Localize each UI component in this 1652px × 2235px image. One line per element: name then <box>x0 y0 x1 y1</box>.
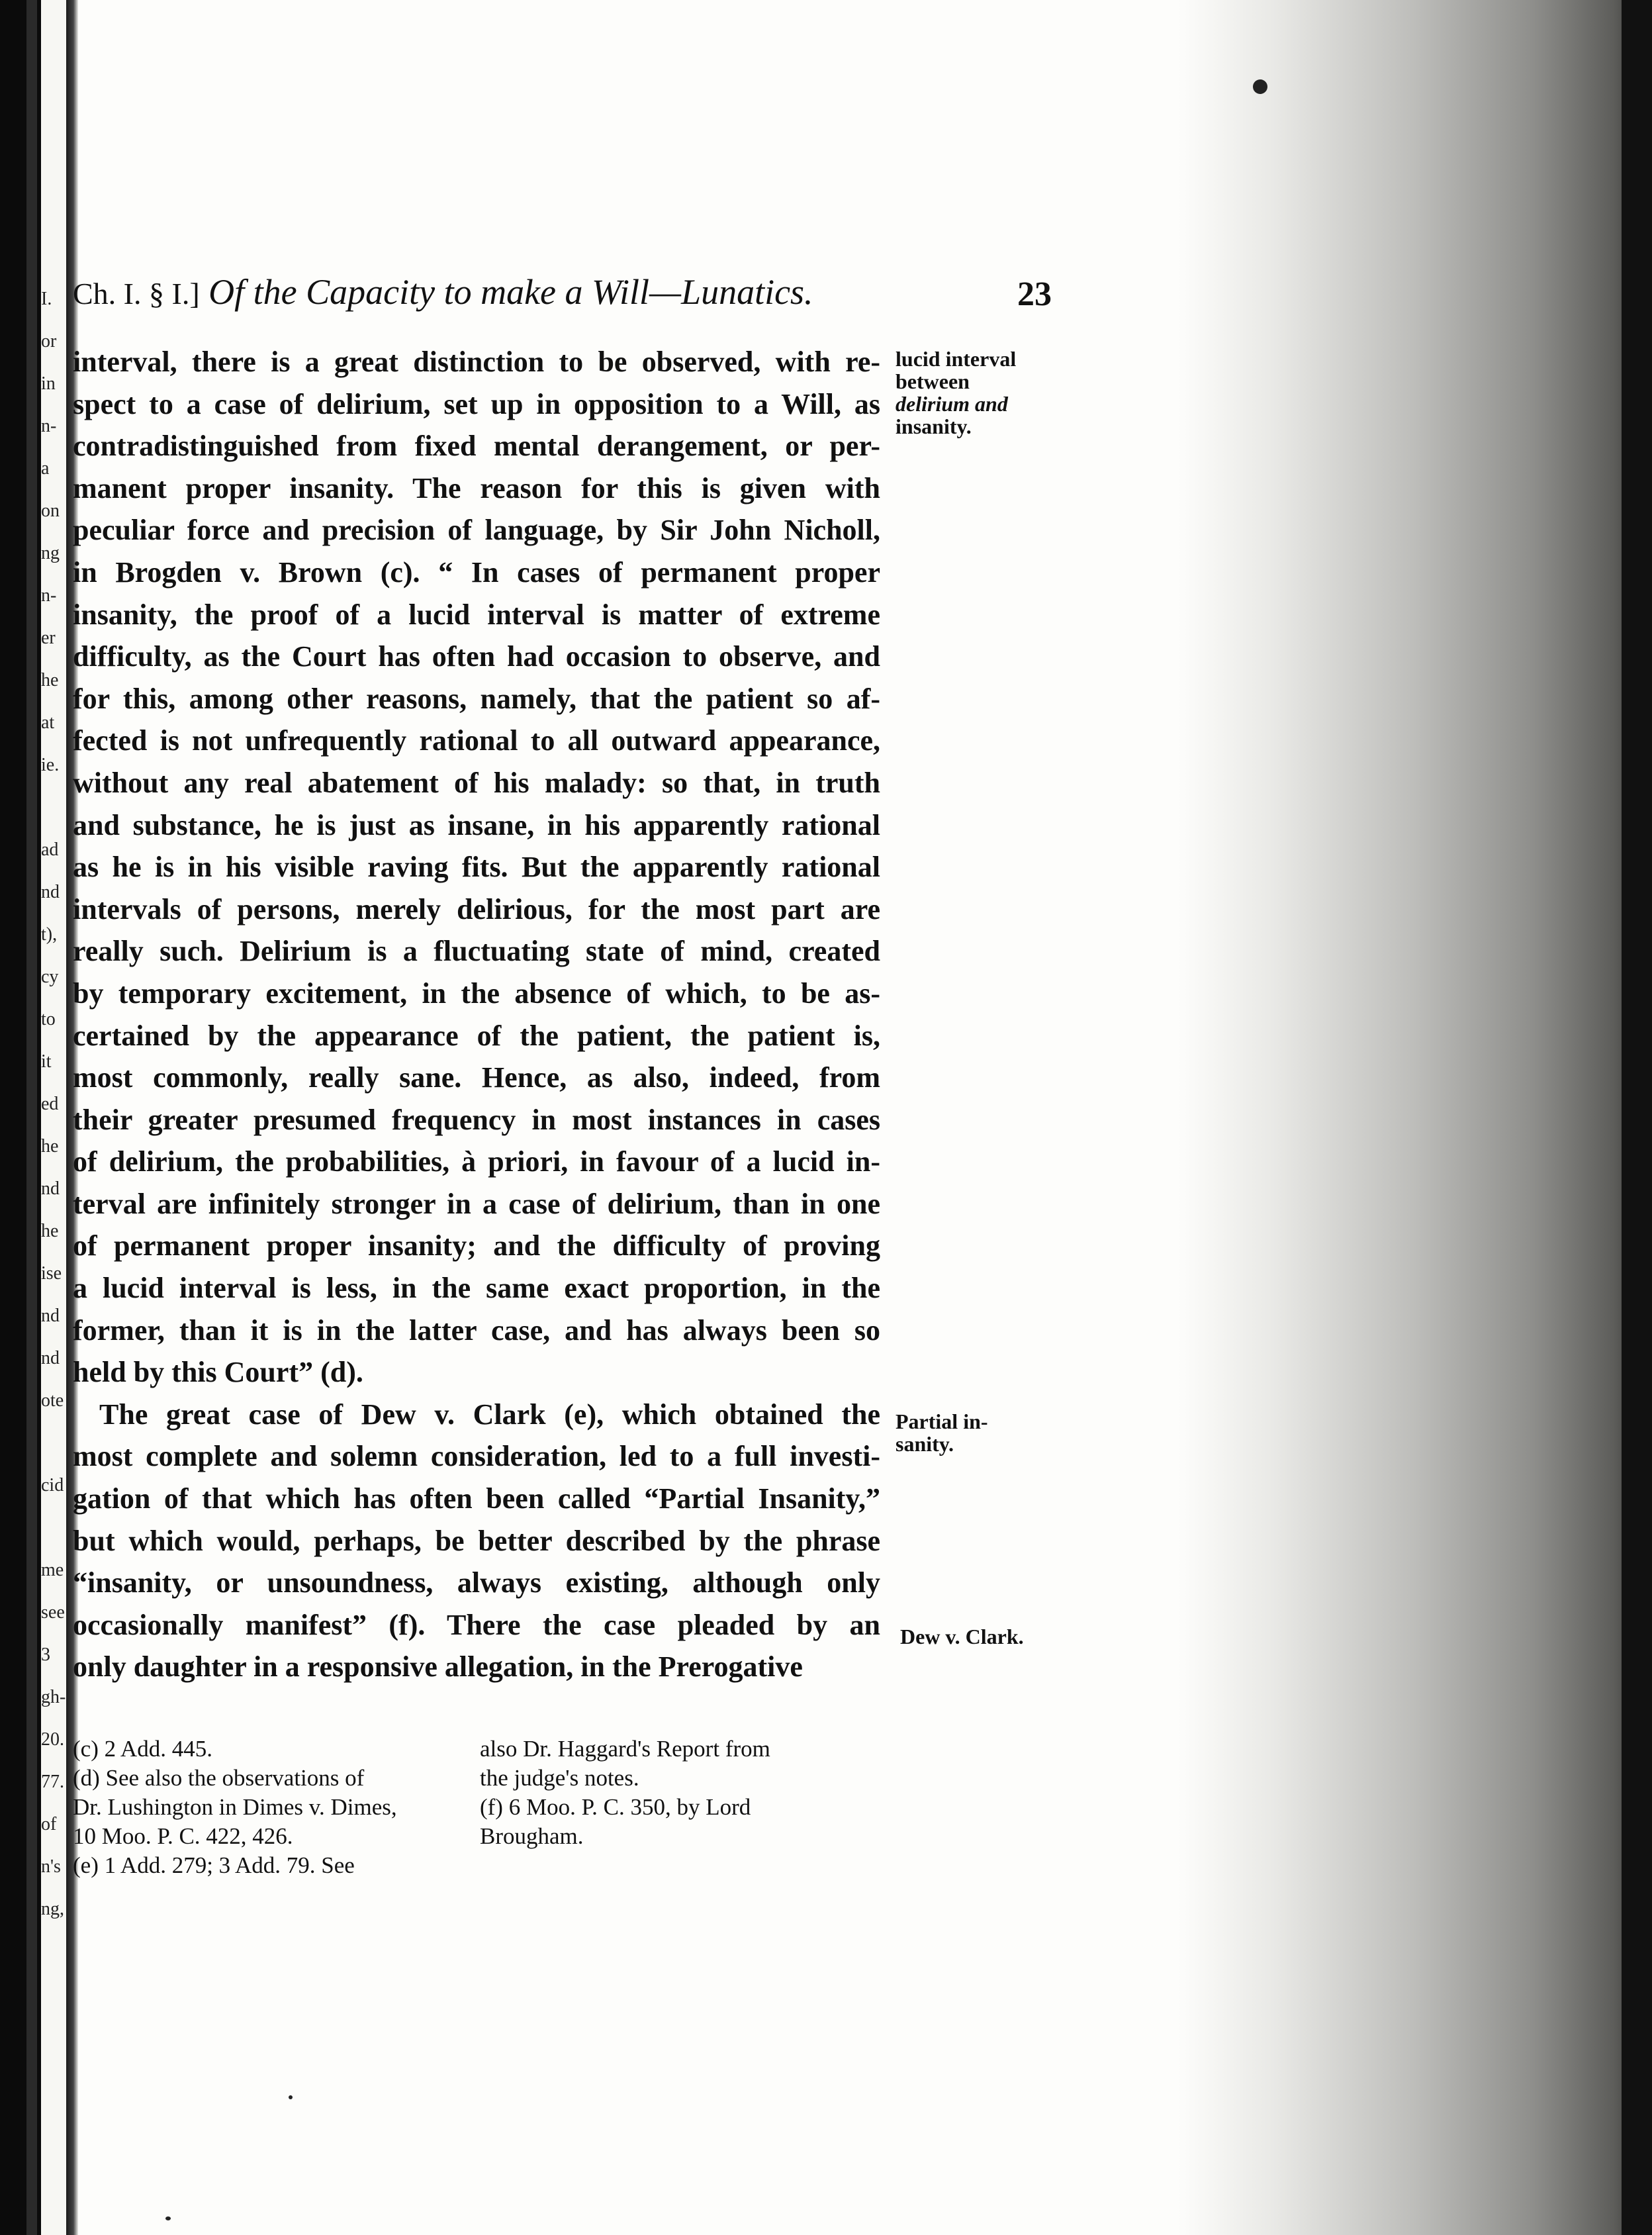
body-line: occasionally manifest” (f). There the case pleaded by an <box>73 1608 880 1641</box>
page-edge-shading <box>1178 0 1652 2235</box>
facing-page-fragment: it <box>41 1051 52 1072</box>
facing-page-fragment: t), <box>41 924 58 945</box>
running-header <box>73 271 887 318</box>
body-line: former, than it is in the latter case, and has always been so <box>73 1313 880 1347</box>
facing-page-fragment: ed <box>41 1094 59 1114</box>
scan-speck <box>1253 79 1267 94</box>
margin-note-partial-insanity <box>895 1410 1028 1455</box>
body-line: gation of that which has often been called “Partial Insanity,” <box>73 1482 880 1515</box>
facing-page-fragment <box>41 1422 61 1464</box>
facing-page-fragment: or <box>41 331 57 352</box>
facing-page-fragment: ie. <box>41 755 60 775</box>
margin-note-line: Dew v. Clark. <box>900 1625 1024 1648</box>
footnote-line: 10 Moo. P. C. 422, 426. <box>73 1823 293 1849</box>
left-gutter <box>0 0 41 2235</box>
facing-page-fragment: at <box>41 712 55 733</box>
footnotes-column-1 <box>73 1735 443 1880</box>
body-line: for this, among other reasons, namely, that the patient so af- <box>73 682 880 715</box>
facing-page-fragment: nd <box>41 1348 60 1368</box>
facing-page-fragment: 3 <box>41 1644 50 1665</box>
footnote-line: (d) See also the observations of <box>73 1765 365 1791</box>
body-line: insanity, the proof of a lucid interval is matter of extreme <box>73 598 880 631</box>
facing-page-fragment: a <box>41 458 50 479</box>
margin-note-line: between <box>895 369 970 393</box>
chapter-reference: Ch. I. § I.] <box>73 277 200 310</box>
facing-page-fragment: in <box>41 373 56 394</box>
body-line: most commonly, really sane. Hence, as also, indeed, from <box>73 1061 880 1094</box>
body-line: terval are infinitely stronger in a case of delirium, than in one <box>73 1187 880 1220</box>
facing-page-fragment: cy <box>41 967 59 987</box>
body-text <box>73 341 880 1688</box>
gutter-shadow <box>26 0 37 2235</box>
facing-page-fragment: ote <box>41 1390 64 1411</box>
body-line: contradistinguished from fixed mental derangement, or per- <box>73 430 880 463</box>
facing-page-fragment: cid <box>41 1475 64 1496</box>
body-line: of delirium, the probabilities, à priori, in favour of a lucid in- <box>73 1145 880 1178</box>
facing-page-fragment: n- <box>41 585 57 606</box>
body-line: their greater presumed frequency in most instances in cases <box>73 1103 880 1136</box>
facing-page-fragment: n's <box>41 1856 61 1877</box>
facing-page-fragment: he <box>41 1221 59 1241</box>
facing-page-fragment: ad <box>41 839 59 860</box>
scan-speck <box>165 2216 171 2220</box>
body-line: interval, there is a great distinction to be observed, with re- <box>73 346 880 378</box>
margin-note-line: lucid interval <box>895 347 1017 371</box>
page-number: 23 <box>1017 275 1052 313</box>
facing-page-fragment: I. <box>41 289 52 309</box>
facing-page-fragment: n- <box>41 416 57 436</box>
facing-page-fragment: to <box>41 1009 56 1029</box>
margin-note-line: insanity. <box>895 414 972 438</box>
body-line: spect to a case of delirium, set up in opposition to a Will, as <box>73 387 880 420</box>
facing-page-fragment: me <box>41 1560 64 1580</box>
facing-page-fragment: he <box>41 1136 59 1157</box>
body-line: most complete and solemn consideration, led to a full investi- <box>73 1440 880 1473</box>
body-line: manent proper insanity. The reason for this is given with <box>73 471 880 504</box>
footnote-line: (c) 2 Add. 445. <box>73 1736 212 1762</box>
facing-page-fragment: of <box>41 1814 57 1834</box>
footnotes-column-2 <box>480 1735 890 1851</box>
facing-page-fragment: he <box>41 670 59 690</box>
facing-page-fragment <box>41 786 61 829</box>
margin-note-line: delirium and <box>895 392 1008 416</box>
facing-page-fragment: ng <box>41 543 60 563</box>
body-line: fected is not unfrequently rational to all outward appearance, <box>73 724 880 757</box>
facing-page-fragment: nd <box>41 1178 60 1199</box>
margin-note-lucid-interval <box>895 348 1041 438</box>
facing-page-fragment: nd <box>41 882 60 902</box>
facing-page-fragment: gh- <box>41 1687 66 1707</box>
footnote-line: the judge's notes. <box>480 1765 639 1791</box>
footnote-line: Dr. Lushington in Dimes v. Dimes, <box>73 1794 397 1820</box>
body-line: The great case of Dew v. Clark (e), which obtained the <box>99 1398 880 1431</box>
facing-page-fragment: on <box>41 500 60 521</box>
margin-note-line: sanity. <box>895 1432 954 1456</box>
facing-page-fragment: 20. <box>41 1729 64 1750</box>
body-line: and substance, he is just as insane, in his apparently rational <box>73 808 880 841</box>
body-line: only daughter in a responsive allegation, in the Prerogative <box>73 1650 803 1684</box>
footnote-line: (e) 1 Add. 279; 3 Add. 79. See <box>73 1852 355 1878</box>
facing-page-fragment: see <box>41 1602 65 1623</box>
body-line: of permanent proper insanity; and the difficulty of proving <box>73 1229 880 1262</box>
facing-page-fragments <box>41 278 66 1930</box>
body-line: without any real abatement of his malady: so that, in truth <box>73 766 880 799</box>
footnote-line: Brougham. <box>480 1823 584 1849</box>
margin-note-line: Partial in- <box>895 1409 988 1433</box>
body-line: as he is in his visible raving fits. But the apparently rational <box>73 851 880 884</box>
body-line: really such. Delirium is a fluctuating state of mind, created <box>73 935 880 968</box>
facing-page-fragment: ng, <box>41 1899 64 1919</box>
body-line: in Brogden v. Brown (c). “ In cases of permanent proper <box>73 555 880 589</box>
facing-page-fragment <box>41 1507 61 1549</box>
body-line: certained by the appearance of the patient, the patient is, <box>73 1019 880 1052</box>
facing-page-fragment: ise <box>41 1263 62 1284</box>
body-line: but which would, perhaps, be better described by the phrase <box>73 1524 880 1557</box>
scan-speck <box>289 2095 293 2099</box>
running-title: Of the Capacity to make a Will—Lunatics. <box>208 272 813 312</box>
body-line: held by this Court” (d). <box>73 1356 363 1389</box>
footnote-line: also Dr. Haggard's Report from <box>480 1736 770 1762</box>
facing-page-fragment: 77. <box>41 1772 64 1792</box>
margin-note-dew-v-clark <box>900 1625 1032 1648</box>
facing-page-fragment: er <box>41 628 56 648</box>
footnote-line: (f) 6 Moo. P. C. 350, by Lord <box>480 1794 751 1820</box>
body-line: a lucid interval is less, in the same exact proportion, in the <box>73 1272 880 1305</box>
body-line: by temporary excitement, in the absence of which, to be as- <box>73 976 880 1010</box>
right-scan-edge <box>1622 0 1652 2235</box>
body-line: intervals of persons, merely delirious, for the most part are <box>73 892 880 926</box>
facing-page-fragment: nd <box>41 1306 60 1326</box>
body-line: difficulty, as the Court has often had occasion to observe, and <box>73 640 880 673</box>
body-line: “insanity, or unsoundness, always existing, although only <box>73 1566 880 1599</box>
body-line: peculiar force and precision of language, by Sir John Nicholl, <box>73 514 880 547</box>
